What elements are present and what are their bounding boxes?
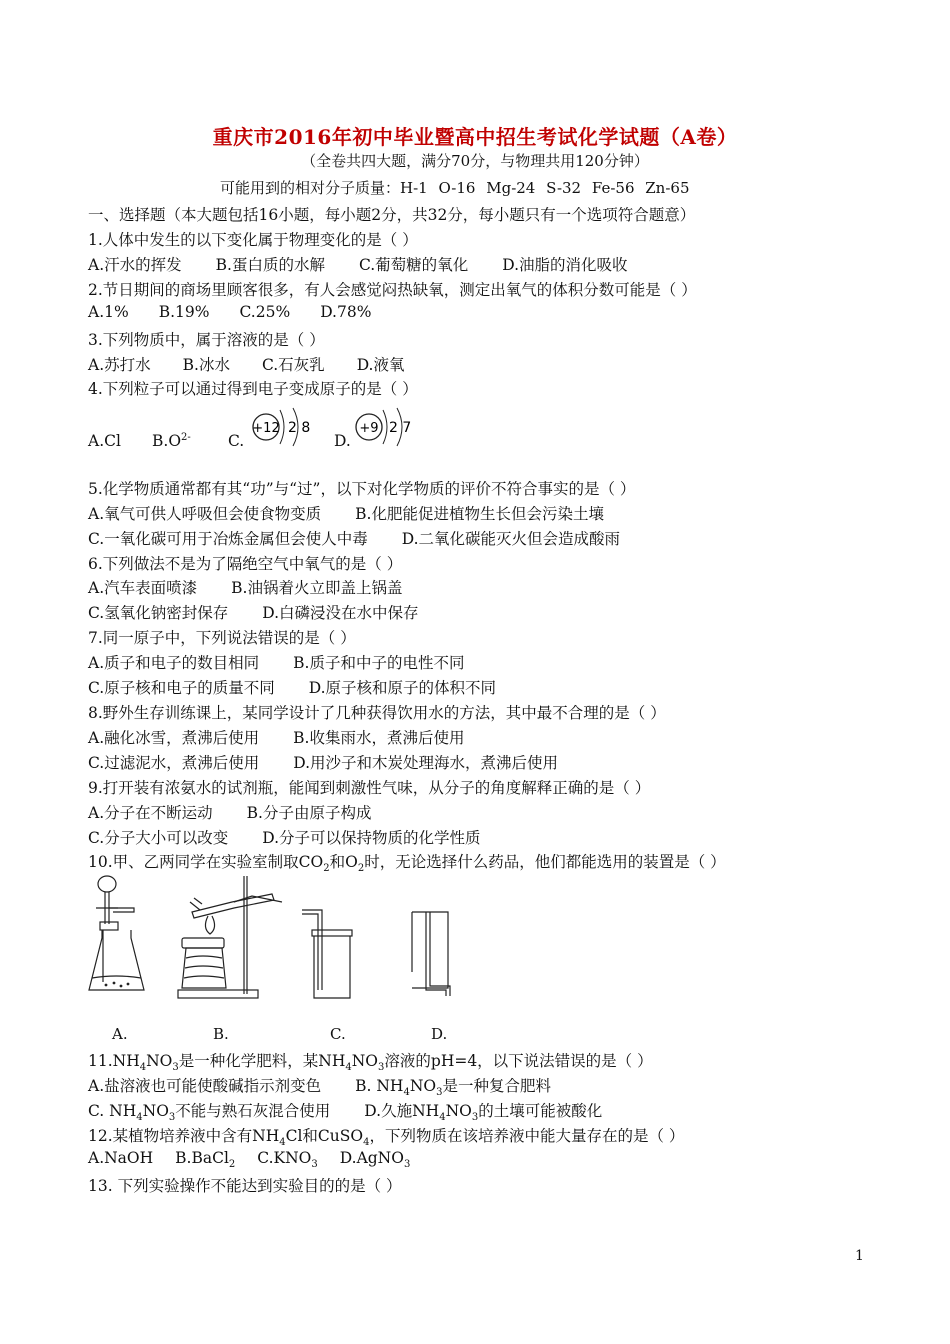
question-3-options xyxy=(88,353,439,375)
option-a: A.分子在不断运动 xyxy=(88,804,213,822)
option-b: B. $NH_4NO_3$是一种复合肥料 xyxy=(355,1077,551,1099)
apparatus-d-downward-collection xyxy=(406,908,456,998)
page-subtitle: （全卷共四大题，满分70分，与物理共用120分钟） xyxy=(301,152,649,170)
page-number: 1 xyxy=(855,1248,864,1264)
question-8-stem: 8.野外生存训练课上，某同学设计了几种获得饮用水的方法，其中最不合理的是（ ） xyxy=(88,704,666,722)
question-12-options xyxy=(88,1149,410,1170)
option-c: C.石灰乳 xyxy=(261,356,325,374)
option-b: B.油锅着火立即盖上锅盖 xyxy=(231,579,403,597)
question-2-stem: 2.节日期间的商场里顾客很多，有人会感觉闷热缺氧，测定出氧气的体积分数可能是（ ） xyxy=(88,281,697,299)
section-heading: 一、选择题（本大题包括16小题，每小题2分，共32分，每小题只有一个选项符合题意） xyxy=(88,206,696,224)
atom-structure-diagram-c xyxy=(248,398,318,450)
option-a: A.苏打水 xyxy=(88,356,151,374)
question-9-stem: 9.打开装有浓氨水的试剂瓶，能闻到刺激性气味，从分子的角度解释正确的是（ ） xyxy=(88,779,651,797)
question-4-option-a: A.Cl xyxy=(88,432,121,450)
question-1-options xyxy=(88,253,662,275)
option-d: D.78% xyxy=(320,303,372,321)
option-d: D.分子可以保持物质的化学性质 xyxy=(262,829,481,847)
apparatus-label-d: D. xyxy=(431,1025,448,1043)
option-b: B.冰水 xyxy=(182,356,230,374)
question-6-options-cd xyxy=(88,601,419,623)
page-title: 重庆市2016年初中毕业暨高中招生考试化学试题（A卷） xyxy=(212,125,738,149)
atom-structure-diagram-d xyxy=(352,398,422,450)
option-c: C.一氧化碳可用于冶炼金属但会使人中毒 xyxy=(88,530,368,548)
option-a: A.汗水的挥发 xyxy=(88,256,182,274)
question-1-stem: 1.人体中发生的以下变化属于物理变化的是（ ） xyxy=(88,231,418,249)
option-b: B.BaCl$_2$ xyxy=(175,1149,236,1171)
question-2-options xyxy=(88,303,405,321)
apparatus-label-b: B. xyxy=(213,1025,229,1043)
question-7-options-cd xyxy=(88,676,496,698)
question-9-options-ab xyxy=(88,801,371,823)
question-7-stem: 7.同一原子中，下列说法错误的是（ ） xyxy=(88,629,356,647)
electron-shells: 2 7 xyxy=(389,420,412,436)
option-c: C.原子核和电子的质量不同 xyxy=(88,679,275,697)
option-b: B.分子由原子构成 xyxy=(246,804,372,822)
option-d: D.白磷浸没在水中保存 xyxy=(262,604,419,622)
option-a: A.NaOH xyxy=(88,1149,154,1167)
option-a: A.汽车表面喷漆 xyxy=(88,579,198,597)
question-7-options-ab xyxy=(88,651,464,673)
question-8-options-cd xyxy=(88,751,558,773)
nucleus-charge: +9 xyxy=(359,421,379,436)
question-4-option-c: C. xyxy=(228,432,245,450)
option-c: C. $NH_4NO_3$不能与熟石灰混合使用 xyxy=(88,1102,331,1124)
question-3-stem: 3.下列物质中，属于溶液的是（ ） xyxy=(88,331,325,349)
option-b: B.质子和中子的电性不同 xyxy=(293,654,465,672)
option-c: C.25% xyxy=(239,303,291,321)
option-c: $C.KNO_3$ xyxy=(257,1149,318,1171)
option-d: D.液氧 xyxy=(356,356,405,374)
question-5-options-cd xyxy=(88,527,620,549)
option-c: C.过滤泥水，煮沸后使用 xyxy=(88,754,260,772)
question-6-stem: 6.下列做法不是为了隔绝空气中氧气的是（ ） xyxy=(88,555,403,573)
question-6-options-ab xyxy=(88,576,402,598)
option-d: D.久施$NH_4NO_3$的土壤可能被酸化 xyxy=(364,1102,603,1124)
option-c: C.葡萄糖的氧化 xyxy=(358,256,469,274)
option-a: A.质子和电子的数目相同 xyxy=(88,654,260,672)
option-d: D.原子核和原子的体积不同 xyxy=(308,679,497,697)
question-4-option-b: $B.O^{2-}$ xyxy=(152,432,191,451)
option-c: C.分子大小可以改变 xyxy=(88,829,229,847)
option-b: B.收集雨水，煮沸后使用 xyxy=(293,729,465,747)
question-4-option-d: D. xyxy=(334,432,351,450)
question-11-options-cd xyxy=(88,1099,602,1123)
option-a: A.融化冰雪，煮沸后使用 xyxy=(88,729,260,747)
nucleus-charge: +12 xyxy=(252,421,280,436)
option-d: D.AgNO$_3$ xyxy=(339,1149,411,1171)
apparatus-c-gas-bottle xyxy=(300,906,356,1002)
option-a: A.氧气可供人呼吸但会使食物变质 xyxy=(88,505,322,523)
option-b: B.蛋白质的水解 xyxy=(215,256,325,274)
apparatus-label-c: C. xyxy=(330,1025,346,1043)
question-11-stem: $11.NH_4NO_3$是一种化学肥料，某$NH_4NO_3$溶液的pH=4，以下说法错误的是（ ） xyxy=(88,1052,653,1074)
electron-shells: 2 8 xyxy=(288,420,311,436)
option-c: C.氢氧化钠密封保存 xyxy=(88,604,229,622)
question-11-options-ab xyxy=(88,1074,551,1098)
apparatus-a-flask-with-funnel xyxy=(86,872,156,1004)
relative-masses: 可能用到的相对分子质量：H-1 O-16 Mg-24 S-32 Fe-56 Zn-65 xyxy=(220,179,690,197)
question-5-options-ab xyxy=(88,502,604,524)
option-b: B.19% xyxy=(158,303,210,321)
question-4-stem: 4.下列粒子可以通过得到电子变成原子的是（ ） xyxy=(88,380,418,398)
option-b: B.化肥能促进植物生长但会污染土壤 xyxy=(355,505,604,523)
question-8-options-ab xyxy=(88,726,464,748)
option-d: D.二氧化碳能灭火但会造成酸雨 xyxy=(401,530,621,548)
question-10-stem: 10.甲、乙两同学在实验室制取$CO_2$和$O_2$时，无论选择什么药品，他们都能选用的装置是（ ） xyxy=(88,853,726,875)
question-9-options-cd xyxy=(88,826,481,848)
question-5-stem: 5.化学物质通常都有其“功”与“过”，以下对化学物质的评价不符合事实的是（ ） xyxy=(88,480,636,498)
apparatus-b-heating-test-tube xyxy=(172,872,284,1002)
option-a: A.盐溶液也可能使酸碱指示剂变色 xyxy=(88,1077,322,1095)
question-12-stem: 12.某植物培养液中含有$NH_4Cl$和CuSO$_4$，下列物质在该培养液中能大量存在的是（ ） xyxy=(88,1127,685,1149)
question-13-stem: 13. 下列实验操作不能达到实验目的的是（ ） xyxy=(88,1177,402,1195)
option-d: D.用沙子和木炭处理海水，煮沸后使用 xyxy=(293,754,559,772)
option-a: A.1% xyxy=(88,303,129,321)
option-d: D.油脂的消化吸收 xyxy=(502,256,628,274)
apparatus-label-a: A. xyxy=(112,1025,128,1043)
